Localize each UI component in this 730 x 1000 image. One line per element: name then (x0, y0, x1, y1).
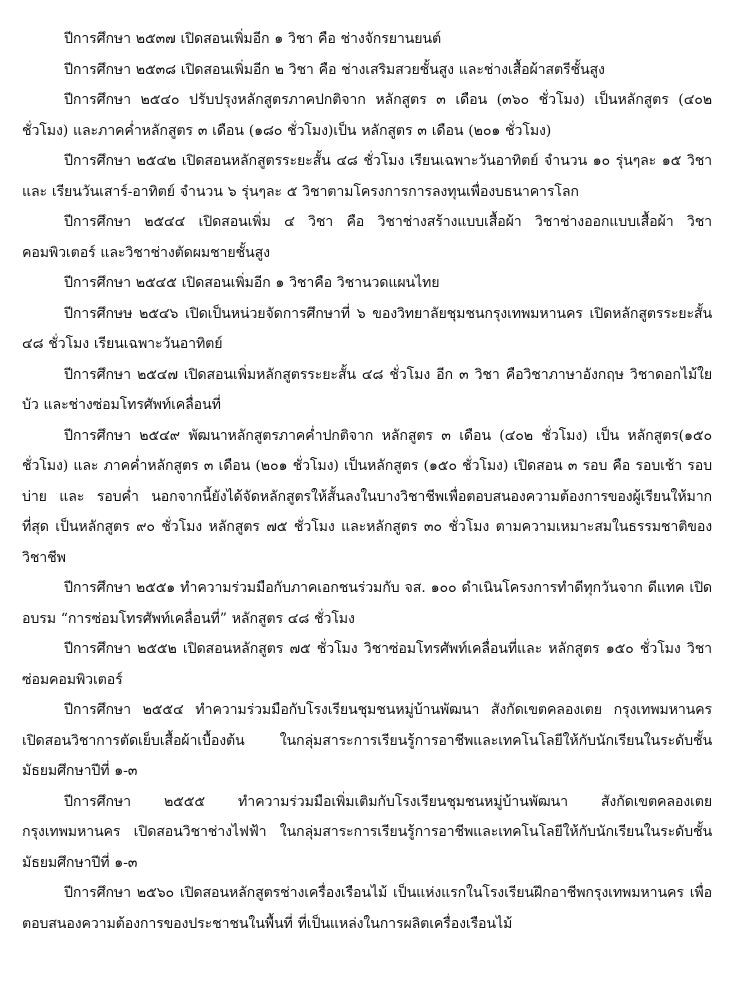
paragraph-2554: ปีการศึกษา ๒๕๕๔ ทำความร่วมมือกับโรงเรียนชุมชนหมู่บ้านพัฒนา สังกัดเขตคลองเตย กรุงเทพมหานคร เปิดสอนวิชาการตัดเย็บเสื้อผ้าเบื้องต้น ในกลุ่มสาระการเรียนรู้การอาชีพและเทคโนโลยีให้กับนักเรียนในระดับชั้น มัธยมศึกษาปีที่ ๑-๓ (22, 702, 712, 779)
paragraph-2547: ปีการศึกษา ๒๕๔๗ เปิดสอนเพิ่มหลักสูตรระยะสั้น ๔๘ ชั่วโมง อีก ๓ วิชา คือวิชาภาษาอังกฤษ วิชาดอกไม้ใยบัว และช่างซ่อมโทรศัพท์เคลื่อนที่ (22, 366, 712, 413)
history-text-body (22, 24, 712, 939)
paragraph-2537: ปีการศึกษา ๒๕๓๗ เปิดสอนเพิ่มอีก ๑ วิชา คือ ช่างจักรยานยนต์ (64, 31, 442, 47)
paragraph-2544: ปีการศึกษา ๒๕๔๔ เปิดสอนเพิ่ม ๔ วิชา คือ วิชาช่างสร้างแบบเสื้อผ้า วิชาช่างออกแบบเสื้อผ้า วิชาคอมพิวเตอร์ และวิชาช่างตัดผมชายชั้นสูง (22, 214, 712, 261)
paragraph-2555: ปีการศึกษา ๒๕๕๕ ทำความร่วมมือเพิ่มเติมกับโรงเรียนชุมชนหมู่บ้านพัฒนา สังกัดเขตคลองเตย กรุงเทพมหานคร เปิดสอนวิชาช่างไฟฟ้า ในกลุ่มสาระการเรียนรู้การอาชีพและเทคโนโลยีให้กับนักเรียนในระดับชั้น มัธยมศึกษาปีที่ ๑-๓ (22, 793, 712, 871)
paragraph-2545: ปีการศึกษา ๒๕๔๕ เปิดสอนเพิ่มอีก ๑ วิชาคือ วิชานวดแผนไทย (64, 275, 440, 291)
paragraph-2552: ปีการศึกษา ๒๕๕๒ เปิดสอนหลักสูตร ๗๕ ชั่วโมง วิชาซ่อมโทรศัพท์เคลื่อนที่และ หลักสูตร ๑๕๐ ชั่วโมง วิชา ซ่อมคอมพิวเตอร์ (22, 641, 712, 688)
paragraph-2538: ปีการศึกษา ๒๕๓๘ เปิดสอนเพิ่มอีก ๒ วิชา คือ ช่างเสริมสวยชั้นสูง และช่างเสื้อผ้าสตรีชั้นสูง (64, 61, 605, 78)
paragraph-2560: ปีการศึกษา ๒๕๖๐ เปิดสอนหลักสูตรช่างเครื่องเรือนไม้ เป็นแห่งแรกในโรงเรียนฝึกอาชีพกรุงเทพมหานคร เพื่อตอบสนองความต้องการของประชาชนในพื้นที่ ที่เป็นแหล่งในการผลิตเครื่องเรือนไม้ (22, 885, 712, 932)
paragraph-2540: ปีการศึกษา ๒๕๔๐ ปรับปรุงหลักสูตรภาคปกติจาก หลักสูตร ๓ เดือน (๓๖๐ ชั่วโมง) เป็นหลักสูตร (๔๐๒ ชั่วโมง) และภาคค่ำหลักสูตร ๓ เดือน (๑๘๐ ชั่วโมง)เป็น หลักสูตร ๓ เดือน (๒๐๑ ชั่วโมง) (22, 92, 712, 139)
paragraph-2542: ปีการศึกษา ๒๕๔๒ เปิดสอนหลักสูตรระยะสั้น ๔๘ ชั่วโมง เรียนเฉพาะวันอาทิตย์ จำนวน ๑๐ รุ่นๆละ ๑๕ วิชาและ เรียนวันเสาร์-อาทิตย์ จำนวน ๖ รุ่นๆละ ๕ วิชาตามโครงการการลงทุนเพื่องบธนาคารโลก (22, 153, 712, 200)
paragraph-2551: ปีการศึกษา ๒๕๕๑ ทำความร่วมมือกับภาคเอกชนร่วมกับ จส. ๑๐๐ ดำเนินโครงการทำดีทุกวันจาก ดีแทค เปิด อบรม “การซ่อมโทรศัพท์เคลื่อนที่” หลักสูตร ๔๘ ชั่วโมง (22, 580, 712, 627)
paragraph-2546: ปีการศึกษษ ๒๕๔๖ เปิดเป็นหน่วยจัดการศึกษาที่ ๖ ของวิทยาลัยชุมชนกรุงเทพมหานคร เปิดหลักสูตรระยะสั้น ๔๘ ชั่วโมง เรียนเฉพาะวันอาทิตย์ (22, 305, 712, 352)
paragraph-2549: ปีการศึกษา ๒๕๔๙ พัฒนาหลักสูตรภาคค่ำปกติจาก หลักสูตร ๓ เดือน (๔๐๒ ชั่วโมง) เป็น หลักสูตร(๑๕๐ ชั่วโมง) และ ภาคค่ำหลักสูตร ๓ เดือน (๒๐๑ ชั่วโมง) เป็นหลักสูตร (๑๕๐ ชั่วโมง) เปิดสอน ๓ รอบ คือ รอบเช้า รอบบ่าย และ รอบค่ำ นอกจากนี้ยังได้จัดหลักสูตรให้สั้นลงในบางวิชาชีพเพื่อตอบสนองความต้องการของผู้เรียนให้มากที่สุด เป็นหลักสูตร ๙๐ ชั่วโมง หลักสูตร ๗๕ ชั่วโมง และหลักสูตร ๓๐ ชั่วโมง ตามความเหมาะสมในธรรมชาติของวิชาชีพ (22, 427, 712, 566)
